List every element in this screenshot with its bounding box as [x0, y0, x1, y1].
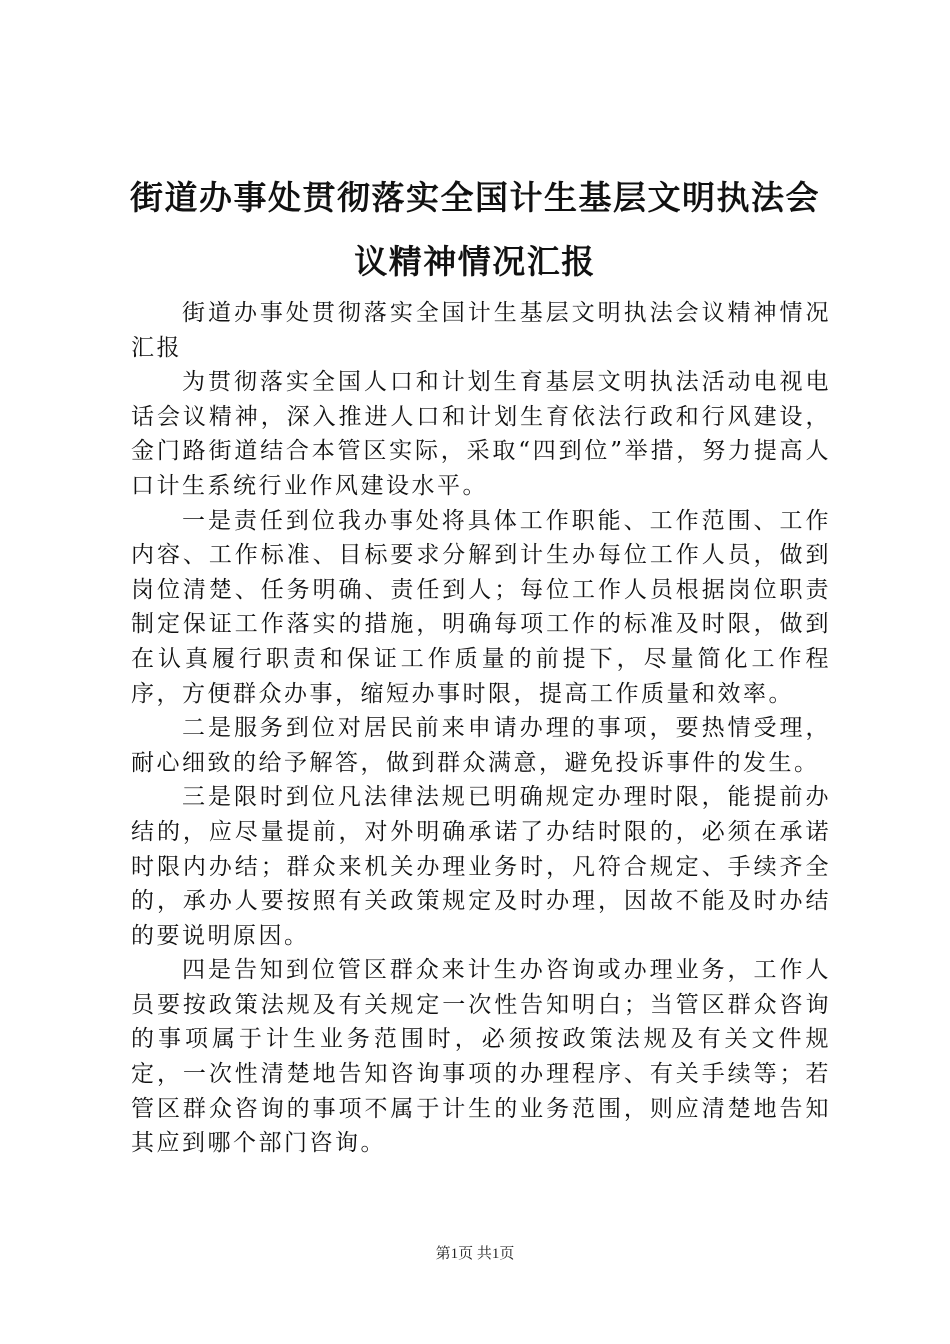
paragraph-notification: 四是告知到位管区群众来计生办咨询或办理业务，工作人员要按政策法规及有关规定一次性告知明白；当管区群众咨询的事项属于计生业务范围时，必须按政策法规及有关文件规定，一次性清楚地告知咨询事项的办理程序、有关手续等；若管区群众咨询的事项不属于计生的业务范围，则应清楚地告知其应到哪个部门咨询。 [131, 957, 831, 1157]
paragraph-time-limit: 三是限时到位凡法律法规已明确规定办理时限，能提前办结的，应尽量提前，对外明确承诺了办结时限的，必须在承诺时限内办结；群众来机关办理业务时，凡符合规定、手续齐全的，承办人要按照有关政策规定及时办理，因故不能及时办结的要说明原因。 [131, 784, 831, 949]
title-line-1: 街道办事处贯彻落实全国计生基层文明执法会 [130, 178, 820, 217]
document-body [131, 296, 831, 1161]
title-line-2: 议精神情况汇报 [354, 242, 596, 281]
paragraph-introduction: 为贯彻落实全国人口和计划生育基层文明执法活动电视电话会议精神，深入推进人口和计划生育依法行政和行风建设，金门路街道结合本管区实际，采取“四到位”举措，努力提高人口计生系统行业作风建设水平。 [131, 369, 831, 499]
paragraph-restated-title: 街道办事处贯彻落实全国计生基层文明执法会议精神情况汇报 [131, 300, 831, 361]
document-title [100, 178, 850, 282]
paragraph-service: 二是服务到位对居民前来申请办理的事项，要热情受理，耐心细致的给予解答，做到群众满意，避免投诉事件的发生。 [131, 715, 831, 776]
paragraph-responsibility: 一是责任到位我办事处将具体工作职能、工作范围、工作内容、工作标准、目标要求分解到计生办每位工作人员，做到岗位清楚、任务明确、责任到人；每位工作人员根据岗位职责制定保证工作落实的措施，明确每项工作的标准及时限，做到在认真履行职责和保证工作质量的前提下，尽量简化工作程序，方便群众办事，缩短办事时限，提高工作质量和效率。 [131, 507, 831, 707]
page-footer: 第1页 共1页 [435, 1246, 515, 1262]
